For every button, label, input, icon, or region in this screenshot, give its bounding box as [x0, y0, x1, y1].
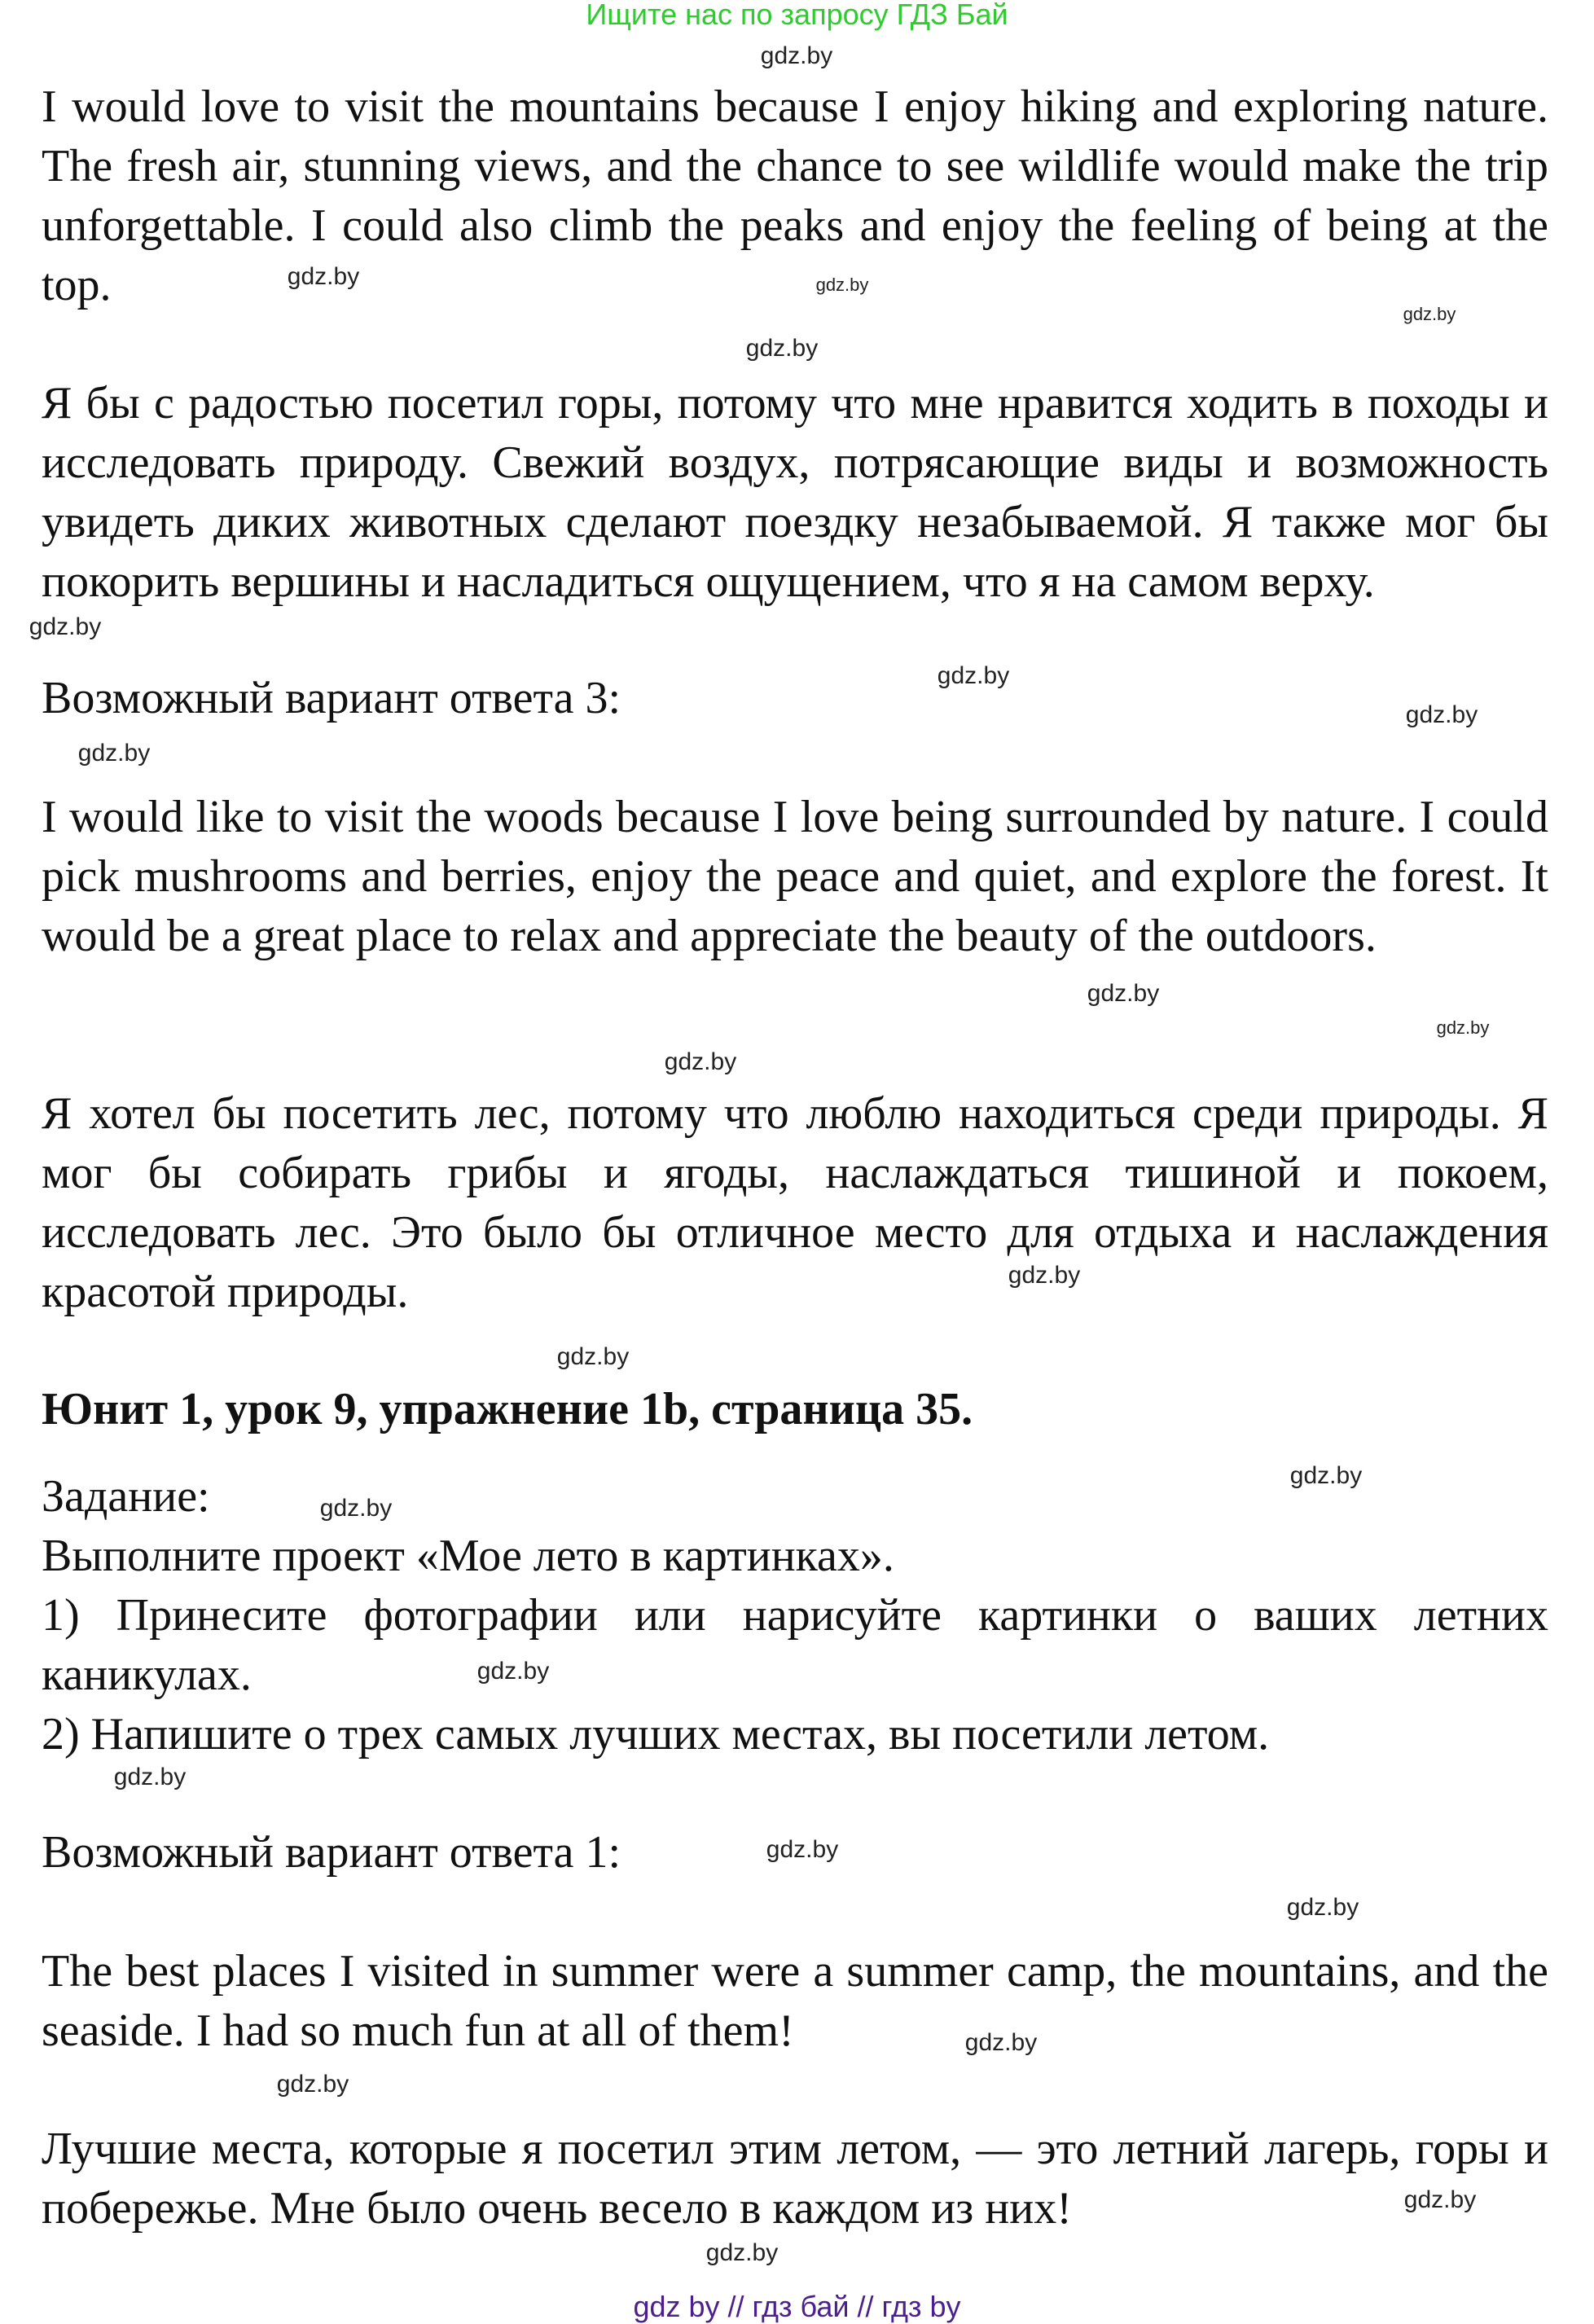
watermark: gdz.by [287, 263, 360, 290]
task-line-2: 1) Принесите фотографии или нарисуйте картинки о ваших летних каникулах. [42, 1590, 1548, 1700]
task-block [42, 1467, 1548, 1764]
watermark: gdz.by [1087, 980, 1160, 1007]
watermark: gdz.by [1436, 1017, 1490, 1038]
watermark: gdz.by [766, 1836, 839, 1863]
task-line-1: Выполните проект «Мое лето в картинках». [42, 1531, 894, 1581]
watermark: gdz.by [1289, 1462, 1363, 1489]
watermark: gdz.by [1286, 1894, 1359, 1921]
watermark: gdz.by [1403, 2186, 1477, 2213]
footer-links[interactable]: gdz by // гдз бай // гдз by [633, 2290, 961, 2323]
task-label: Задание: [42, 1471, 210, 1522]
paragraph-english-2: I would like to visit the woods because I love being surrounded by nature. I could pick mushrooms and berries, enjoy the peace and quiet, and explore the forest. It would be a great place to relax and appreciate the beauty of the outdoors. [42, 792, 1548, 961]
watermark: gdz.by [664, 1048, 737, 1075]
paragraph-russian-1: Я бы с радостью посетил горы, потому что мне нравится ходить в походы и исследовать природу. Свежий воздух, потрясающие виды и возможность увидеть диких животных сделают поездку незабываемой. Я также мог бы покорить вершины и насладиться ощущением, что я на самом верху. [42, 378, 1548, 607]
search-banner[interactable]: Ищите нас по запросу ГДЗ Бай [586, 0, 1008, 31]
watermark: gdz.by [476, 1658, 550, 1685]
watermark: gdz.by [276, 2071, 349, 2098]
task-line-3: 2) Напишите о трех самых лучших местах, вы посетили летом. [42, 1709, 1270, 1759]
watermark: gdz.by [29, 613, 102, 640]
watermark: gdz.by [319, 1495, 393, 1522]
watermark: gdz.by [964, 2029, 1038, 2056]
watermark: gdz.by [815, 275, 869, 295]
paragraph-russian-3: Лучшие места, которые я посетил этим летом, — это летний лагерь, горы и побережье. Мне было очень весело в каждом из них! [42, 2124, 1548, 2234]
watermark: gdz.by [760, 42, 833, 69]
paragraph-english-3: The best places I visited in summer were a summer camp, the mountains, and the seaside. I had so much fun at all of them! [42, 1946, 1548, 2056]
watermark: gdz.by [1008, 1262, 1081, 1289]
exercise-heading: Юнит 1, урок 9, упражнение 1b, страница 35. [42, 1384, 973, 1434]
watermark: gdz.by [1405, 701, 1478, 728]
paragraph-english-1: I would love to visit the mountains because I enjoy hiking and exploring nature. The fresh air, stunning views, and the chance to see wildlife would make the trip unforgettable. I could also climb the peaks and enjoy the feeling of being at the top. [42, 81, 1548, 310]
watermark: gdz.by [77, 740, 151, 767]
watermark: gdz.by [745, 335, 819, 362]
watermark: gdz.by [556, 1343, 630, 1370]
variant-3-label: Возможный вариант ответа 3: [42, 673, 621, 723]
paragraph-russian-2: Я хотел бы посетить лес, потому что люблю находиться среди природы. Я мог бы собирать грибы и ягоды, наслаждаться тишиной и покоем, исследовать лес. Это было бы отличное место для отдыха и наслаждения красотой природы. [42, 1088, 1548, 1317]
watermark: gdz.by [113, 1764, 187, 1790]
watermark: gdz.by [705, 2239, 779, 2266]
watermark: gdz.by [937, 662, 1010, 689]
watermark: gdz.by [1403, 304, 1456, 324]
variant-1-label: Возможный вариант ответа 1: [42, 1827, 621, 1878]
